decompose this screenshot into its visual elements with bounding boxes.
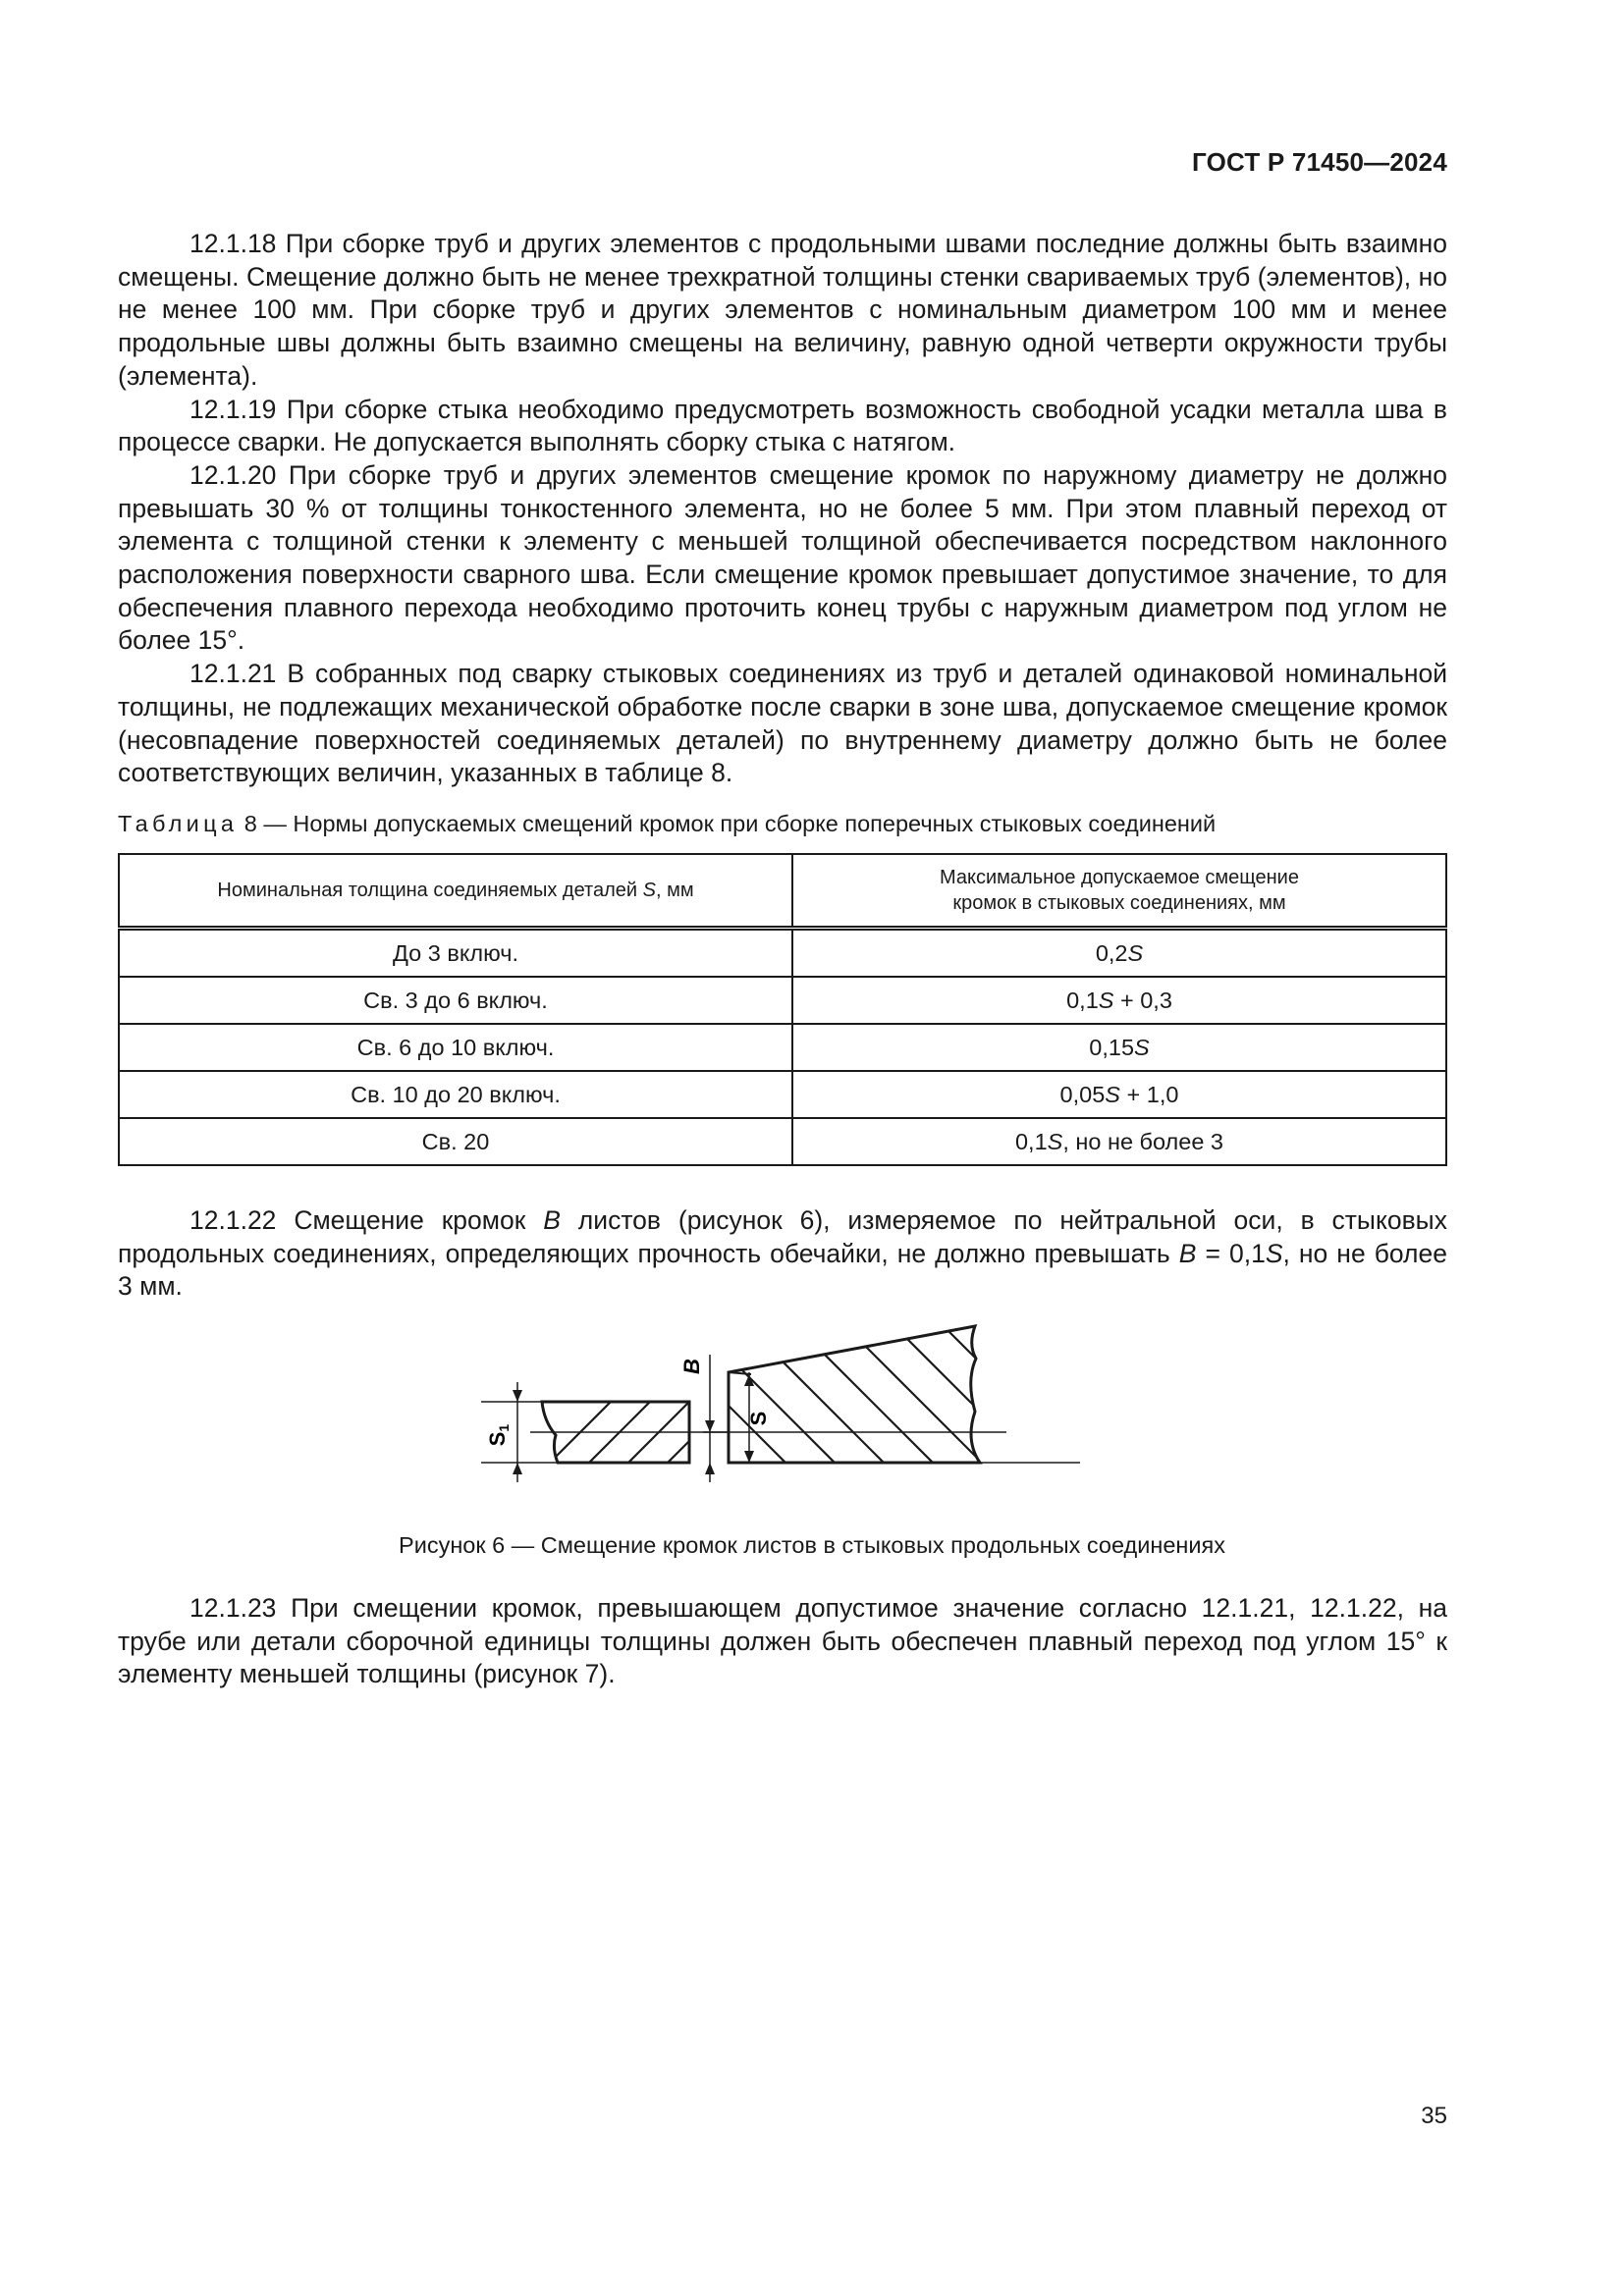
paragraph-text: При сборке труб и других элементов смещение кромок по наружному диаметру не должно превышать 30 % от толщины тонкостенного элемента, но не более 5 мм. При этом плавный переход от элемента с толщиной стенки к элементу с меньшей толщиной обеспечивается посредством наклонного расположения поверхности сварного шва. Если смещение кромок превышает допустимое значение, то для обеспечения плавного перехода необходимо проточить конец трубы с наружным диаметром под углом не более 15°. [118, 459, 1447, 656]
s1-arrow-bottom [513, 1463, 522, 1474]
paragraph-12-1-20 [118, 459, 1447, 658]
table-caption-label: Таблица [118, 811, 239, 836]
paragraph-text: В собранных под сварку стыковых соединениях из труб и деталей одинаковой номинальной толщины, не подлежащих механической обработке после сварки в зоне шва, допускаемое смещение кромок (несовпадение поверхностей соединяемых деталей) по внутреннему диаметру должно быть не более соответствующих величин, указанных в таблице 8. [118, 659, 1447, 788]
cell-thickness: До 3 включ. [119, 929, 792, 978]
page-number: 35 [1421, 2103, 1447, 2129]
table-caption-text: 8 — Нормы допускаемых смещений кромок при сборке поперечных стыковых соединений [244, 811, 1217, 836]
right-plate-bevel [729, 1372, 751, 1374]
b-label: B [679, 1359, 704, 1374]
b-arrow-bottom [705, 1463, 715, 1474]
table-row [119, 1024, 1446, 1071]
document-header: ГОСТ Р 71450—2024 [1192, 147, 1447, 177]
cell-thickness: Св. 3 до 6 включ. [119, 977, 792, 1024]
cell-thickness: Св. 20 [119, 1118, 792, 1165]
s-arrow-bottom [744, 1451, 754, 1463]
s-label: S [746, 1411, 771, 1426]
paragraph-number: 12.1.18 [189, 229, 277, 258]
cell-thickness: Св. 10 до 20 включ. [119, 1071, 792, 1118]
s1-label: S1 [485, 1423, 512, 1447]
table-header-row [119, 854, 1446, 929]
cell-offset: 0,1S, но не более 3 [792, 1118, 1446, 1165]
figure-6-drawing [471, 1315, 1100, 1492]
paragraph-text: При сборке труб и других элементов с продольными швами последние должны быть взаимно смещены. Смещение должно быть не менее трехкратной толщины стенки свариваемых труб (элементов), но не менее 100 мм. При сборке труб и других элементов с номинальным диаметром 100 мм и менее продольные швы должны быть взаимно смещены на величину, равную одной четверти окружности трубы (элемента). [118, 229, 1447, 391]
cell-offset: 0,15S [792, 1024, 1446, 1071]
cell-offset: 0,2S [792, 929, 1446, 978]
table-row [119, 1071, 1446, 1118]
body-text-after-table [118, 1204, 1447, 1304]
paragraph-number: 12.1.20 [189, 459, 277, 490]
column-header-thickness: Номинальная толщина соединяемых деталей S, мм [119, 854, 792, 929]
cell-offset: 0,05S + 1,0 [792, 1071, 1446, 1118]
cell-offset: 0,1S + 0,3 [792, 977, 1446, 1024]
body-text-closing [118, 1592, 1447, 1691]
s1-arrow-top [513, 1390, 522, 1402]
table-caption [118, 811, 1216, 837]
cell-thickness: Св. 6 до 10 включ. [119, 1024, 792, 1071]
paragraph-12-1-22: 12.1.22 Смещение кромок B листов (рисунок 6), измеряемое по нейтральной оси, в стыковых продольных соединениях, определяющих прочность обечайки, не должно превышать B = 0,1S, но не более 3 мм. [118, 1205, 1447, 1302]
table-row [119, 977, 1446, 1024]
paragraph-12-1-21 [118, 658, 1447, 790]
table-8 [118, 853, 1447, 1166]
body-text [118, 228, 1447, 790]
table-row [119, 929, 1446, 978]
paragraph-12-1-23: 12.1.23 При смещении кромок, превышающем допустимое значение согласно 12.1.21, 12.1.22, на трубе или детали сборочной единицы толщины должен быть обеспечен плавный переход под углом 15° к элементу меньшей толщины (рисунок 7). [118, 1593, 1447, 1689]
paragraph-number: 12.1.19 [189, 394, 277, 424]
figure-6-caption: Рисунок 6 — Смещение кромок листов в стыковых продольных соединениях [399, 1532, 1225, 1558]
column-header-max-offset: Максимальное допускаемое смещение кромок в стыковых соединениях, мм [792, 854, 1446, 929]
paragraph-12-1-19 [118, 394, 1447, 459]
paragraph-number: 12.1.21 [189, 659, 277, 689]
paragraph-12-1-18 [118, 228, 1447, 394]
table-row [119, 1118, 1446, 1165]
right-plate-hatching [643, 1320, 1095, 1477]
b-arrow-top [705, 1420, 715, 1432]
paragraph-text: При сборке стыка необходимо предусмотреть возможность свободной усадки металла шва в процессе сварки. Не допускается выполнять сборку стыка с натягом. [118, 394, 1447, 457]
